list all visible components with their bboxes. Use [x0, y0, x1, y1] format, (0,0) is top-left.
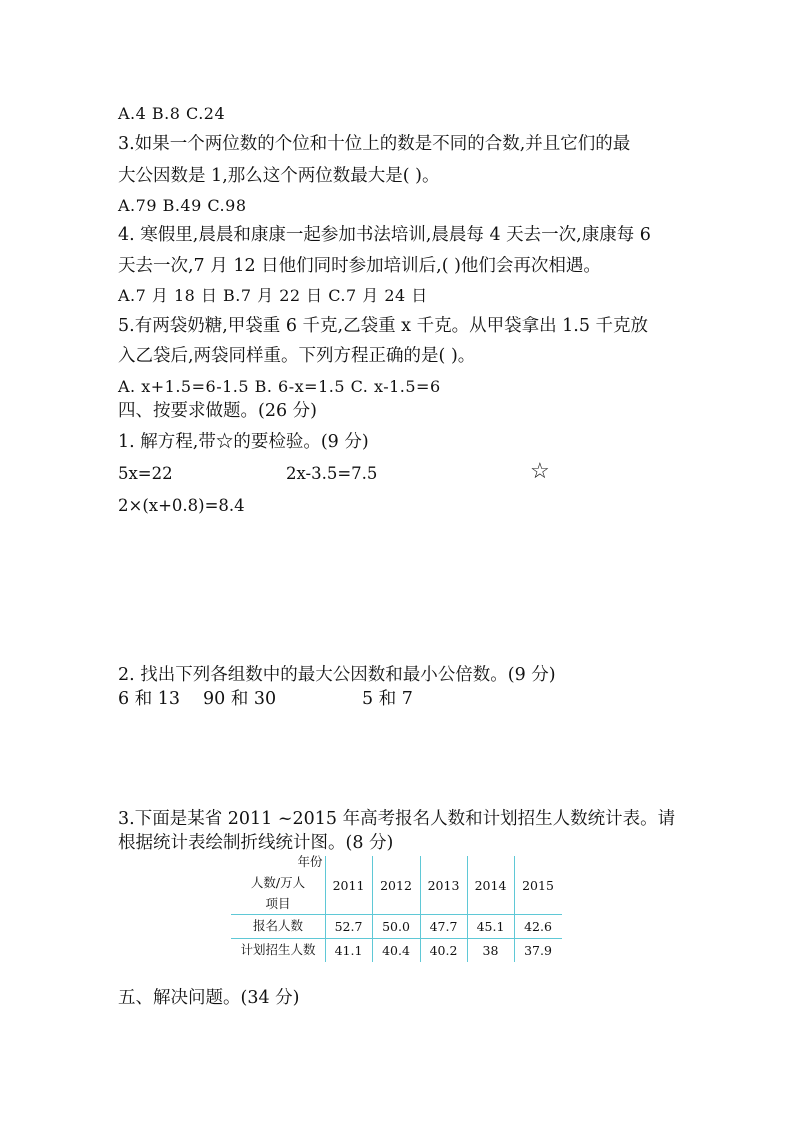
table-divider [231, 938, 562, 939]
q4-options: A.7 月 18 日 B.7 月 22 日 C.7 月 24 日 [118, 286, 428, 305]
year-header: 2012 [380, 878, 412, 893]
year-header: 2015 [522, 878, 554, 893]
part-3-line-2: 根据统计表绘制折线统计图。(8 分) [118, 833, 394, 853]
table-cell: 47.7 [429, 919, 458, 934]
part-2-title: 2. 找出下列各组数中的最大公因数和最小公倍数。(9 分) [118, 665, 556, 685]
corner-unit-label: 人数/万人 [250, 875, 306, 890]
equation-1: 5x=22 [118, 464, 173, 483]
q5-line-2: 入乙袋后,两袋同样重。下列方程正确的是( )。 [118, 346, 476, 366]
number-group-1: 6 和 13 [118, 689, 181, 709]
q2-options: A.4 B.8 C.24 [118, 104, 226, 123]
table-cell: 41.1 [334, 943, 363, 958]
number-group-2: 90 和 30 [203, 689, 277, 709]
section-4-title: 四、按要求做题。(26 分) [118, 401, 317, 421]
table-cell: 38 [482, 943, 499, 958]
q5-options: A. x+1.5=6-1.5 B. 6-x=1.5 C. x-1.5=6 [118, 377, 441, 396]
row-label-applicants: 报名人数 [252, 918, 303, 933]
table-cell: 40.4 [382, 943, 410, 958]
q3-line-1: 3.如果一个两位数的个位和十位上的数是不同的合数,并且它们的最 [118, 134, 631, 154]
q4-line-2: 天去一次,7 月 12 日他们同时参加培训后,( )他们会再次相遇。 [118, 256, 601, 276]
q5-line-1: 5.有两袋奶糖,甲袋重 6 千克,乙袋重 x 千克。从甲袋拿出 1.5 千克放 [118, 316, 649, 336]
q3-line-2: 大公因数是 1,那么这个两位数最大是( )。 [118, 166, 440, 186]
equation-2: 2x-3.5=7.5 [286, 464, 378, 483]
q3-options: A.79 B.49 C.98 [118, 196, 247, 215]
part-3-line-1: 3.下面是某省 2011 ~2015 年高考报名人数和计划招生人数统计表。请 [118, 809, 676, 829]
q4-line-1: 4. 寒假里,晨晨和康康一起参加书法培训,晨晨每 4 天去一次,康康每 6 [118, 225, 651, 245]
corner-item-label: 项目 [265, 896, 291, 911]
year-header: 2014 [474, 878, 507, 893]
table-cell: 50.0 [382, 919, 410, 934]
table-cell: 52.7 [334, 919, 363, 934]
part-1-title: 1. 解方程,带☆的要检验。(9 分) [118, 432, 369, 452]
corner-year-label: 年份 [297, 854, 323, 869]
row-label-planned-enrollment: 计划招生人数 [240, 942, 316, 957]
table-cell: 37.9 [524, 943, 552, 958]
year-header: 2013 [427, 878, 460, 893]
table-cell: 45.1 [476, 919, 505, 934]
equation-3: 2×(x+0.8)=8.4 [118, 496, 245, 515]
table-cell: 40.2 [429, 943, 458, 958]
number-group-3: 5 和 7 [362, 689, 413, 709]
table-cell: 42.6 [524, 919, 552, 934]
star-icon: ☆ [530, 459, 550, 484]
year-header: 2011 [332, 878, 365, 893]
table-divider [231, 914, 562, 915]
statistics-table [231, 856, 562, 962]
section-5-title: 五、解决问题。(34 分) [118, 988, 300, 1008]
